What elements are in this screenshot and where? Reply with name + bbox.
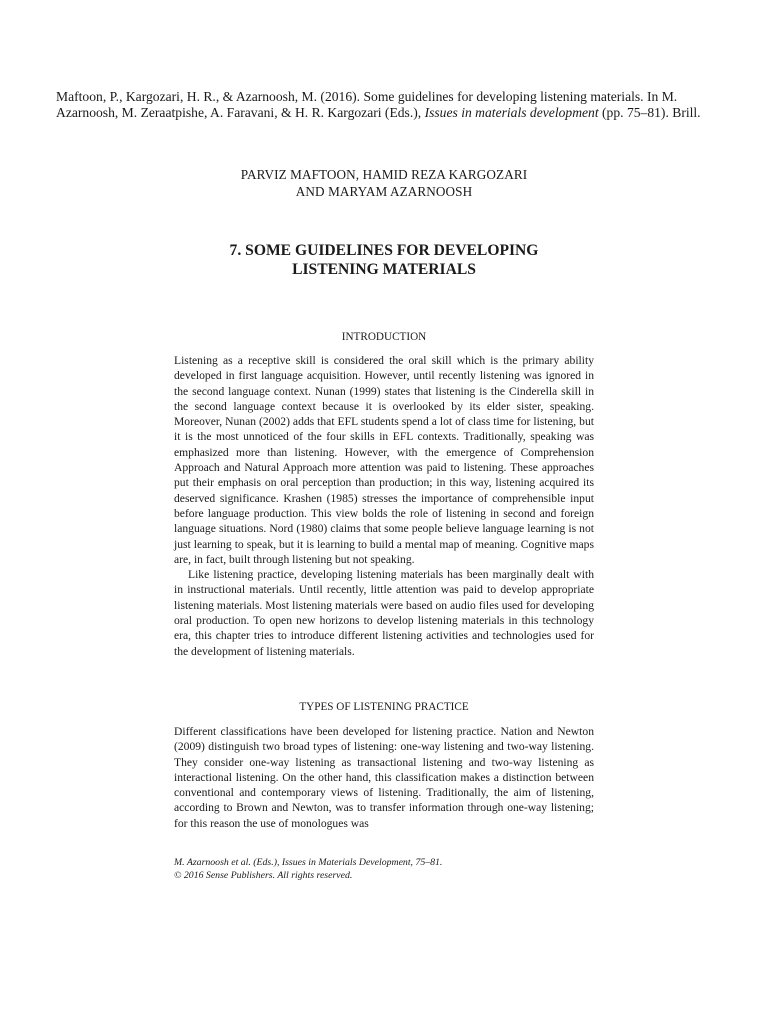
paragraph: Like listening practice, developing listening materials has been marginally dealt with in instructional materials. Until recently, little attention was paid to develop appropriate listening materials. Most listening materials were based on audio files used for developing oral production. To open new horizons to develop listening materials in this technology era, this chapter tries to introduce different listening activities and technologies used for the development of listening materials. bbox=[174, 568, 594, 658]
chapter-authors bbox=[0, 166, 768, 200]
citation-pages: (pp. 75–81). Brill. bbox=[598, 105, 701, 120]
page-footer bbox=[174, 857, 594, 882]
footer-copyright: © 2016 Sense Publishers. All rights reserved. bbox=[174, 869, 353, 881]
citation-book-title: Issues in materials development bbox=[424, 105, 599, 120]
types-of-listening-body bbox=[174, 724, 594, 831]
section-heading-types-of-listening: TYPES OF LISTENING PRACTICE bbox=[299, 701, 469, 713]
citation-text: Maftoon, P., Kargozari, H. R., & Azarnoosh, M. (2016). Some guidelines for developing listening materials. In M. Azarnoosh, M. Zeraatpishe, A. Faravani, & H. R. Kargozari (Eds.), bbox=[56, 89, 678, 120]
section-heading-introduction: INTRODUCTION bbox=[341, 331, 427, 343]
citation-reference bbox=[56, 89, 736, 121]
chapter-title bbox=[0, 241, 768, 279]
footer-source: M. Azarnoosh et al. (Eds.), Issues in Materials Development, 75–81. bbox=[174, 857, 443, 868]
chapter-title-line-1: 7. SOME GUIDELINES FOR DEVELOPING bbox=[229, 242, 539, 259]
paragraph: Listening as a receptive skill is considered the oral skill which is the primary ability developed in first language acquisition. However, until recently listening was ignored in the second language context. Nunan (1999) states that listening is the Cinderella skill in the second language context because it is overlooked by its elder sister, speaking. Moreover, Nunan (2002) adds that EFL students spend a lot of class time for listening, but it is the most unnoticed of the four skills in EFL contexts. Traditionally, speaking was emphasized more than listening. However, with the emergence of Comprehension Approach and Natural Approach more attention was paid to listening. These approaches put their emphasis on oral perception than production; in this way, listening acquired its deserved significance. Krashen (1985) stresses the importance of comprehensible input before language production. This view bolds the role of listening in second and foreign language situations. Nord (1980) claims that some people believe language learning is not just learning to speak, but it is learning to build a mental map of meaning. Cognitive maps are, in fact, built through listening but not speaking. bbox=[174, 354, 594, 566]
authors-line-1: PARVIZ MAFTOON, HAMID REZA KARGOZARI bbox=[240, 167, 528, 182]
chapter-title-line-2: LISTENING MATERIALS bbox=[292, 261, 476, 278]
authors-line-2: AND MARYAM AZARNOOSH bbox=[295, 184, 473, 199]
introduction-body bbox=[174, 353, 594, 659]
paragraph: Different classifications have been developed for listening practice. Nation and Newton (2009) distinguish two broad types of listening: one-way listening and two-way listening. They consider one-way listening as transactional listening and two-way listening as interactional listening. On the other hand, this classification makes a distinction between conventional and contemporary views of listening. Traditionally, the aim of listening, according to Brown and Newton, was to transfer information through one-way listening; for this reason the use of monologues was bbox=[174, 725, 594, 830]
